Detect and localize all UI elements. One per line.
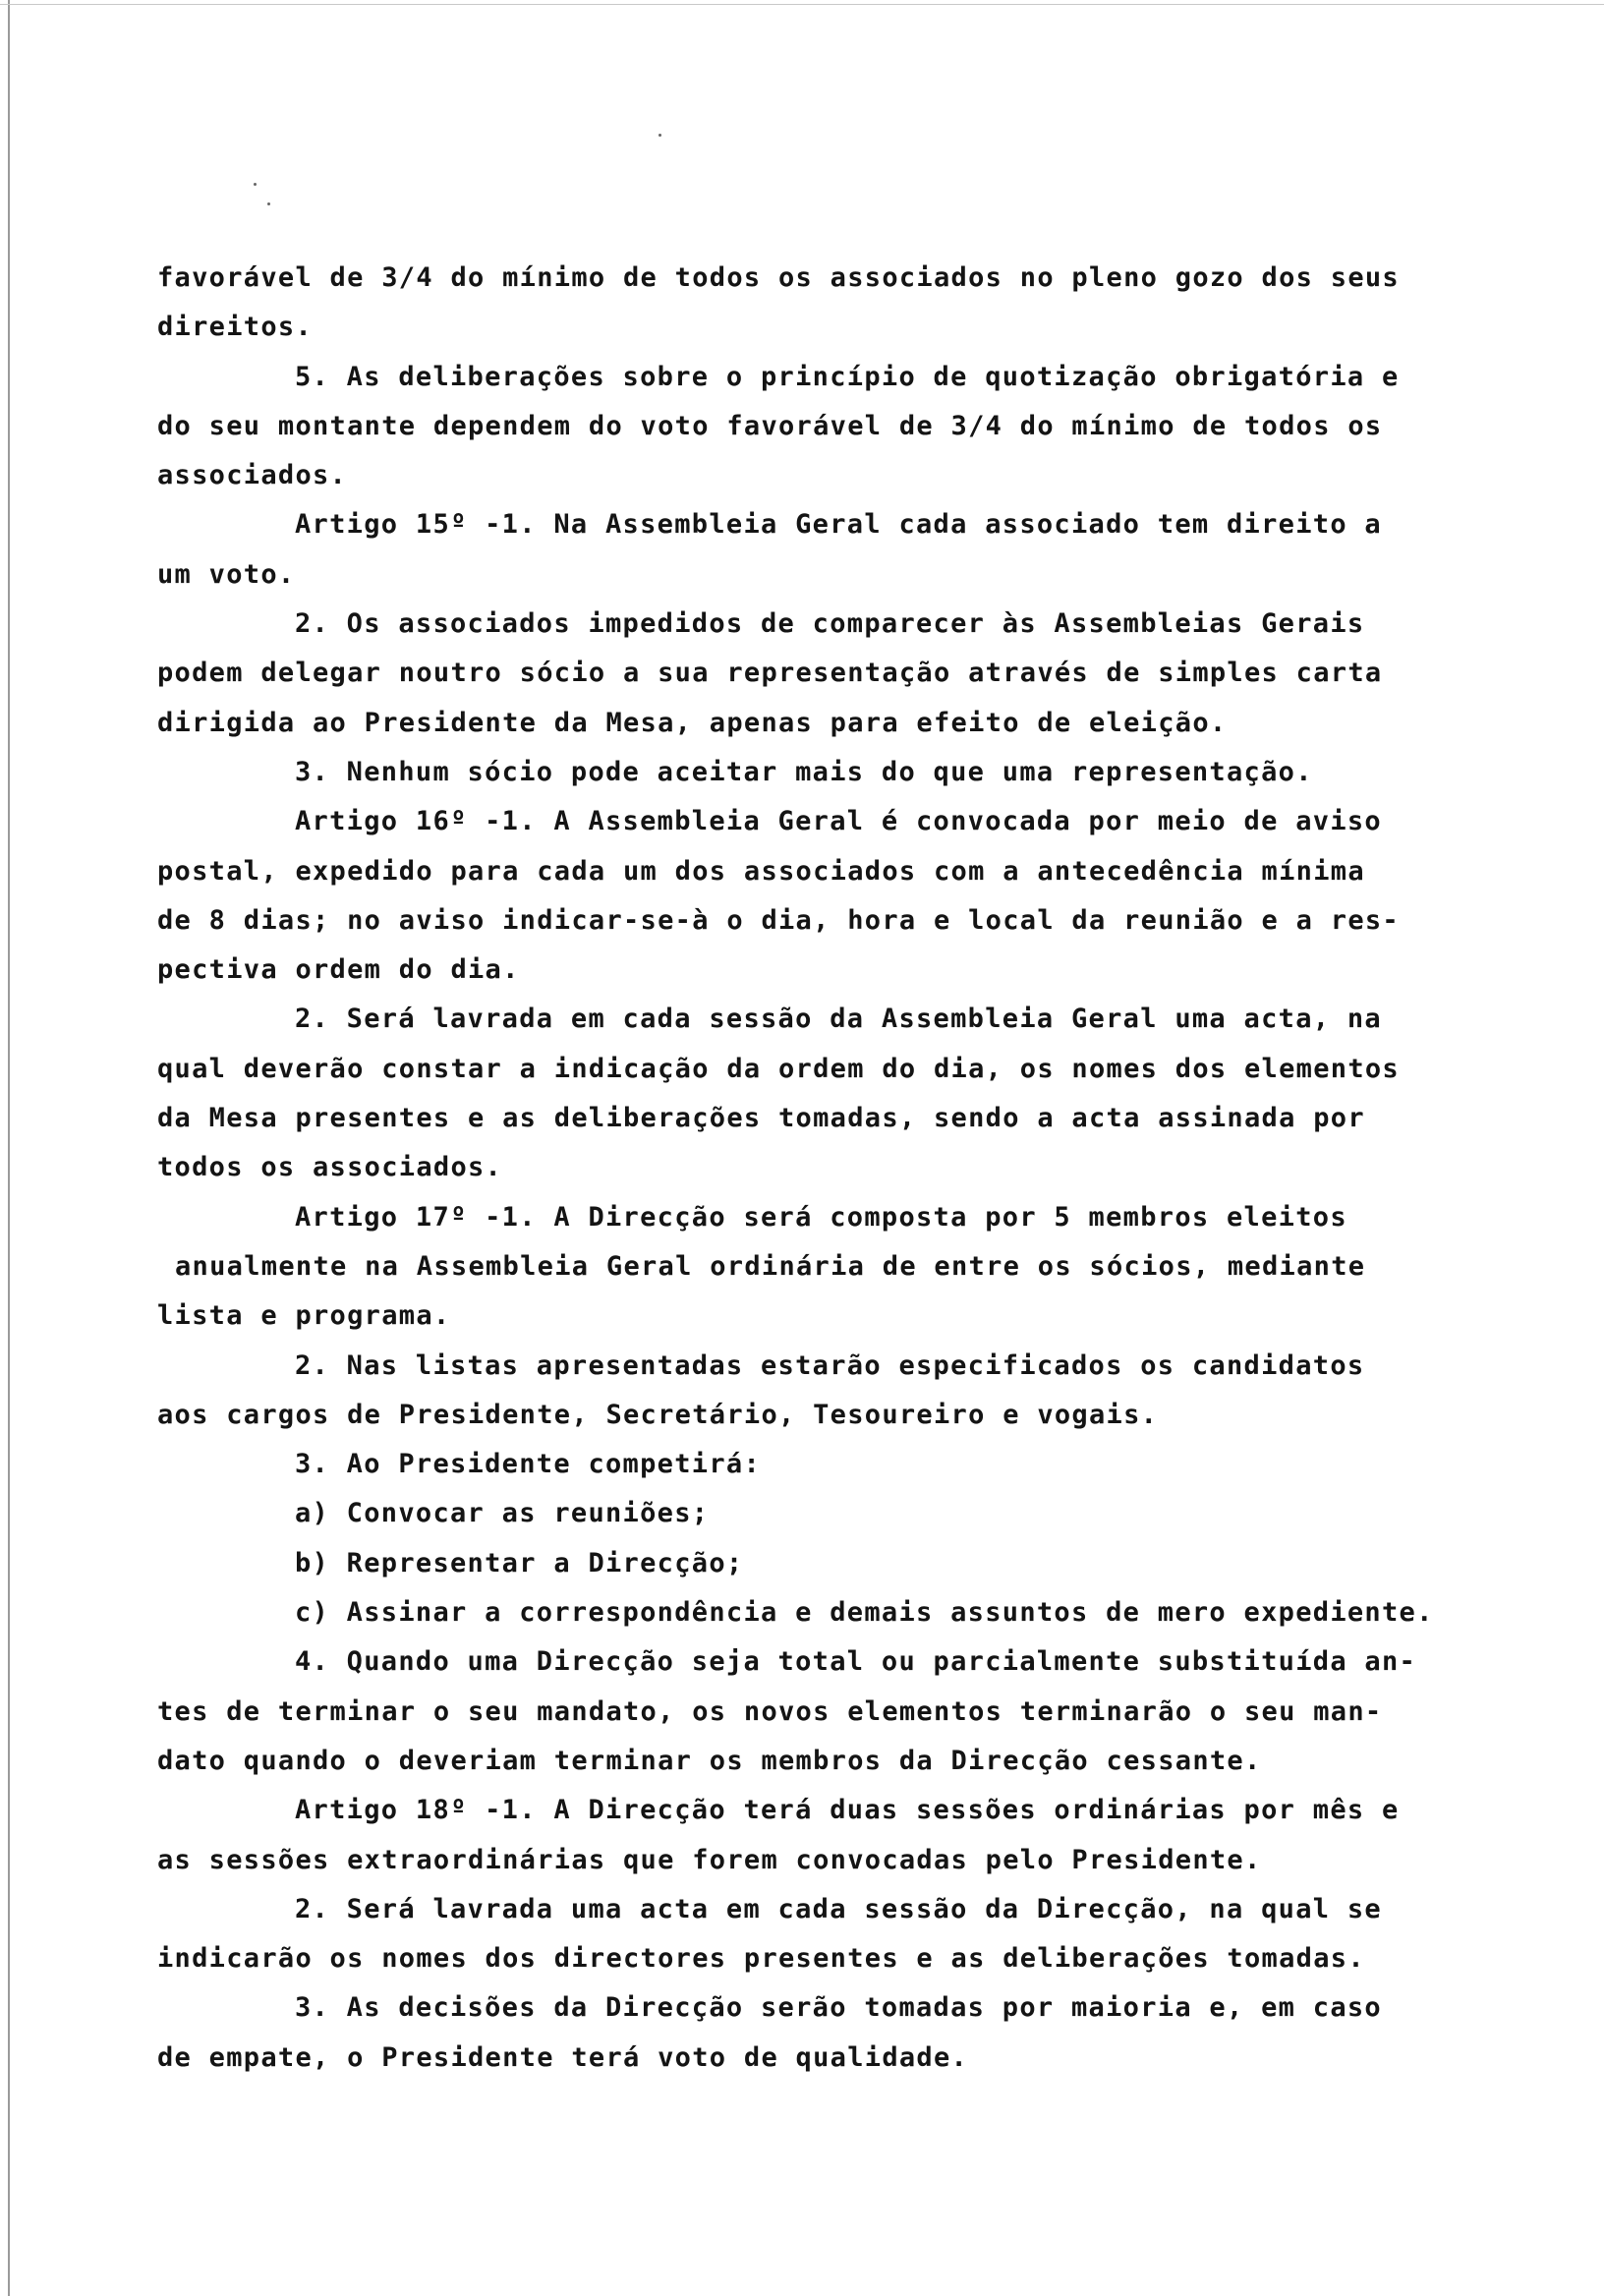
article-heading: Artigo 18º -1. A Direcção terá duas sessões ordinárias por mês e xyxy=(295,1795,1400,1826)
text-line: qual deverão constar a indicação da ordem do dia, os nomes dos elementos xyxy=(157,1053,1400,1084)
scan-top-edge xyxy=(0,4,1604,5)
text-line: associados. xyxy=(157,460,348,491)
text-line: da Mesa presentes e as deliberações tomadas, sendo a acta assinada por xyxy=(157,1103,1365,1134)
text-line: 3. Nenhum sócio pode aceitar mais do que uma representação. xyxy=(295,756,1313,787)
text-line: podem delegar noutro sócio a sua representação através de simples carta xyxy=(157,658,1383,689)
text-line: dirigida ao Presidente da Mesa, apenas para efeito de eleição. xyxy=(157,707,1228,738)
text-line: 3. Ao Presidente competirá: xyxy=(295,1449,761,1480)
scan-speck xyxy=(254,183,257,186)
text-line: 4. Quando uma Direcção seja total ou parcialmente substituída an- xyxy=(295,1646,1417,1678)
article-heading: Artigo 16º -1. A Assembleia Geral é convocada por meio de aviso xyxy=(295,806,1382,837)
document-body xyxy=(157,254,1580,2083)
text-line: favorável de 3/4 do mínimo de todos os associados no pleno gozo dos seus xyxy=(157,262,1400,293)
text-line: de empate, o Presidente terá voto de qualidade. xyxy=(157,2041,969,2073)
text-line: pectiva ordem do dia. xyxy=(157,954,520,986)
text-line: do seu montante dependem do voto favorável de 3/4 do mínimo de todos os xyxy=(157,410,1383,441)
text-line: 2. Será lavrada uma acta em cada sessão da Direcção, na qual se xyxy=(295,1893,1382,1924)
text-line: direitos. xyxy=(157,312,313,343)
scan-speck xyxy=(659,134,661,137)
text-line: indicarão os nomes dos directores presentes e as deliberações tomadas. xyxy=(157,1943,1365,1975)
text-line: lista e programa. xyxy=(157,1300,451,1332)
text-line: aos cargos de Presidente, Secretário, Tesoureiro e vogais. xyxy=(157,1399,1159,1430)
text-line: postal, expedido para cada um dos associados com a antecedência mínima xyxy=(157,855,1365,887)
text-line: um voto. xyxy=(157,558,296,590)
text-line: 5. As deliberações sobre o princípio de quotização obrigatória e xyxy=(295,361,1400,392)
text-line: dato quando o deveriam terminar os membros da Direcção cessante. xyxy=(157,1745,1262,1776)
list-item: b) Representar a Direcção; xyxy=(295,1547,744,1578)
text-line: de 8 dias; no aviso indicar-se-à o dia, hora e local da reunião e a res- xyxy=(157,904,1400,936)
text-line: as sessões extraordinárias que forem convocadas pelo Presidente. xyxy=(157,1844,1262,1875)
text-line: 3. As decisões da Direcção serão tomadas por maioria e, em caso xyxy=(295,1992,1382,2024)
list-item: a) Convocar as reuniões; xyxy=(295,1498,710,1529)
article-heading: Artigo 15º -1. Na Assembleia Geral cada associado tem direito a xyxy=(295,509,1382,541)
article-heading: Artigo 17º -1. A Direcção será composta por 5 membros eleitos xyxy=(295,1201,1347,1233)
text-line: 2. Será lavrada em cada sessão da Assembleia Geral uma acta, na xyxy=(295,1004,1382,1035)
list-item: c) Assinar a correspondência e demais assuntos de mero expediente. xyxy=(295,1597,1434,1629)
text-line: todos os associados. xyxy=(157,1152,503,1183)
scan-speck xyxy=(267,202,270,205)
text-line: anualmente na Assembleia Geral ordinária de entre os sócios, mediante xyxy=(175,1250,1366,1282)
scan-left-edge xyxy=(8,0,10,2296)
text-line: 2. Os associados impedidos de comparecer às Assembleias Gerais xyxy=(295,608,1365,640)
text-line: tes de terminar o seu mandato, os novos elementos terminarão o seu man- xyxy=(157,1695,1383,1727)
text-line: 2. Nas listas apresentadas estarão especificados os candidatos xyxy=(295,1349,1365,1381)
